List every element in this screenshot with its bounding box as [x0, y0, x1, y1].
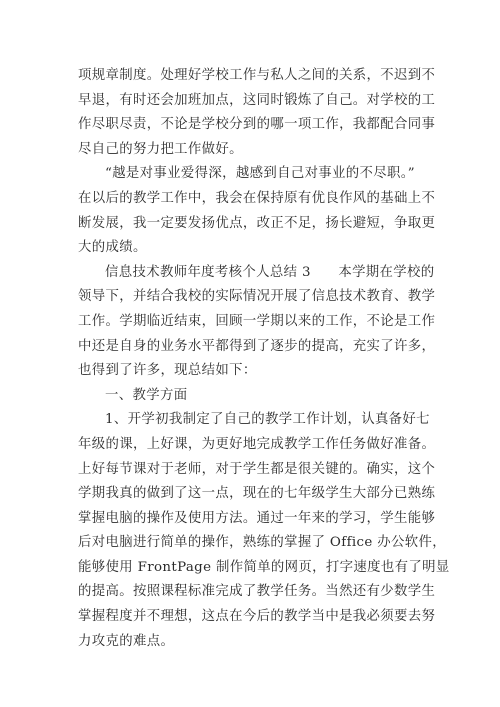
text-line-7: 断发展，我一定要发扬优点，改正不足，扬长避短，争取更: [78, 215, 436, 231]
text-line-12: 中还是自身的业务水平都得到了逐步的提高，充实了许多，: [78, 338, 436, 354]
quote-line: “越是对事业爱得深，越感到自己对事业的不尽职。”: [105, 166, 415, 182]
text-line-3: 作尽职尽责，不论是学校分到的哪一项工作，我都配合同事: [78, 117, 436, 133]
text-line-18: 学期我真的做到了这一点，现在的七年级学生大部分已熟练: [78, 486, 436, 502]
text-line-23: 掌握程度并不理想，这点在今后的教学当中是我必须要去努: [78, 609, 436, 625]
text-line-16: 年级的课，上好课，为更好地完成教学工作任务做好准备。: [78, 436, 436, 452]
text-line-13: 也得到了许多，现总结如下：: [78, 363, 257, 379]
text-line-24: 力攻克的难点。: [78, 633, 175, 649]
text-line-1: 项规章制度。处理好学校工作与私人之间的关系，不迟到不: [78, 68, 436, 83]
body-text: [78, 64, 450, 654]
text-line-19: 掌握电脑的操作及使用方法。通过一年来的学习，学生能够: [78, 510, 436, 526]
text-line-22: 的提高。按照课程标准完成了教学任务。当然还有少数学生: [78, 584, 436, 600]
text-line-11: 工作。学期临近结束，回顾一学期以来的工作，不论是工作: [78, 313, 436, 329]
text-line-6: 在以后的教学工作中，我会在保持原有优良作风的基础上不: [78, 190, 436, 206]
subheading-teaching: 一、教学方面: [105, 387, 188, 403]
text-line-21: 能够使用 FrontPage 制作简单的网页，打字速度也有了明显: [78, 559, 450, 575]
text-line-10: 领导下，并结合我校的实际情况开展了信息技术教育、教学: [78, 289, 436, 305]
section-heading-line: 信息技术教师年度考核个人总结 3 本学期在学校的: [105, 264, 435, 280]
text-line-20: 后对电脑进行简单的操作，熟练的掌握了 Office 办公软件，: [78, 535, 446, 551]
text-line-15: 1、开学初我制定了自己的教学工作计划，认真备好七: [105, 412, 430, 428]
text-line-2: 早退，有时还会加班加点，这同时锻炼了自己。对学校的工: [78, 92, 436, 108]
text-line-8: 大的成绩。: [78, 240, 147, 256]
text-line-17: 上好每节课对于老师，对于学生都是很关键的。确实，这个: [78, 461, 436, 477]
text-line-4: 尽自己的努力把工作做好。: [78, 141, 243, 157]
